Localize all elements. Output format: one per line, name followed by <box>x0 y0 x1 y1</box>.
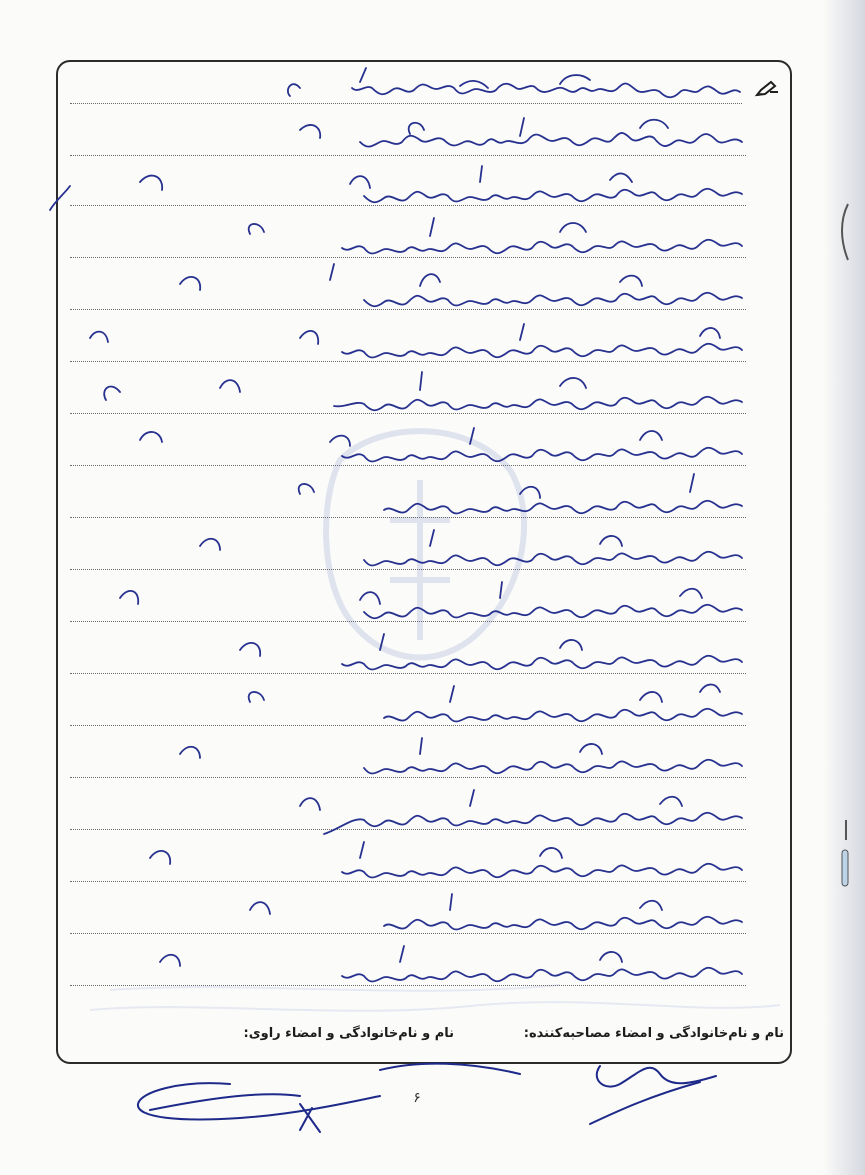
binding-edge-marks <box>836 200 856 900</box>
page-number: ۶ <box>413 1090 421 1106</box>
narrator-signature-label: نام و نام‌خانوادگی و امضاء راوی: <box>243 1026 454 1041</box>
handwritten-signatures <box>0 1030 865 1175</box>
interviewer-signature-label: نام و نام‌خانوادگی و امضاء مصاحبه‌کننده: <box>523 1026 784 1041</box>
